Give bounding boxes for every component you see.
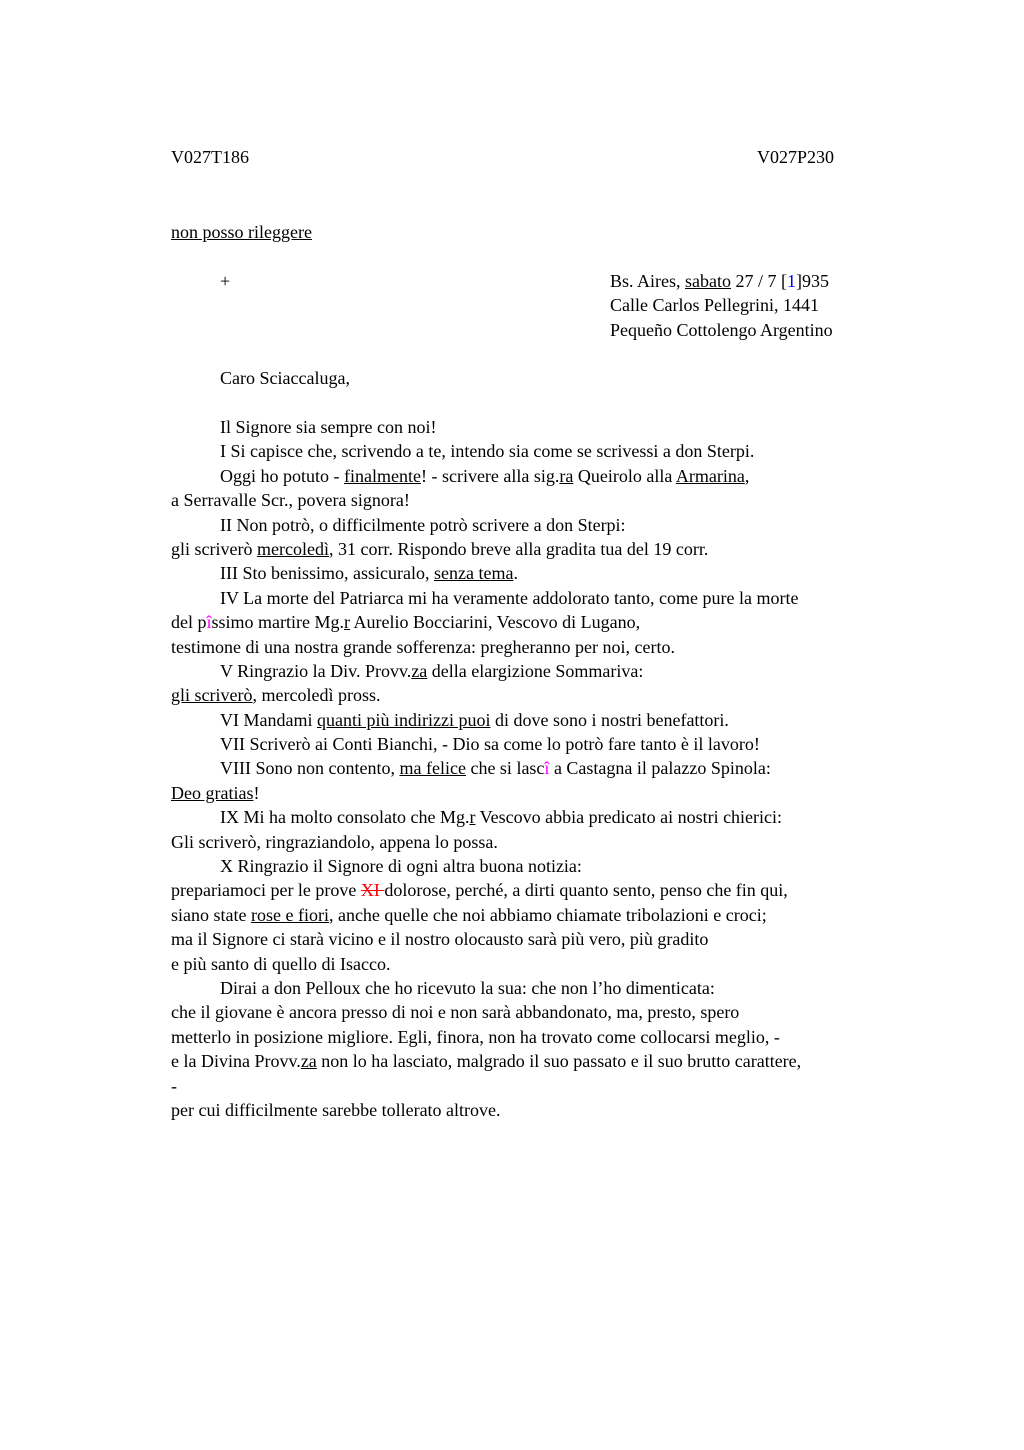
text-line: del pîssimo martire Mg.r Aurelio Bocciarini, Vescovo di Lugano, bbox=[171, 612, 641, 633]
text-line: che il giovane è ancora presso di noi e non sarà abbandonato, ma, presto, spero bbox=[171, 1002, 740, 1023]
text-line: per cui difficilmente sarebbe tollerato altrove. bbox=[171, 1099, 501, 1120]
text-line: IV La morte del Patriarca mi ha veramente addolorato tanto, come pure la morte bbox=[220, 587, 799, 608]
text-line: prepariamoci per le prove XI dolorose, perché, a dirti quanto sento, penso che fin qui, bbox=[171, 880, 788, 901]
deleted-text: XI bbox=[360, 880, 385, 901]
address-street: Calle Carlos Pellegrini, 1441 bbox=[610, 295, 819, 315]
text-line: VI Mandami quanti più indirizzi puoi di dove sono i nostri benefattori. bbox=[220, 709, 729, 730]
text-line: VII Scriverò ai Conti Bianchi, - Dio sa come lo potrò fare tanto è il lavoro! bbox=[220, 734, 760, 755]
text-line: II Non potrò, o difficilmente potrò scrivere a don Sterpi: bbox=[220, 514, 626, 535]
text-line: Deo gratias! bbox=[171, 782, 260, 803]
text-line: Dirai a don Pelloux che ho ricevuto la sua: che non l’ho dimenticata: bbox=[220, 977, 715, 998]
header-right-code: V027P230 bbox=[757, 147, 835, 167]
text-line: metterlo in posizione migliore. Egli, finora, non ha trovato come collocarsi meglio, - bbox=[171, 1026, 780, 1047]
text-line: III Sto benissimo, assicuralo, senza tema. bbox=[220, 563, 518, 584]
text-line: Gli scriverò, ringraziandolo, appena lo possa. bbox=[171, 831, 498, 852]
letter-body bbox=[171, 415, 911, 1122]
editor-insert: 1 bbox=[787, 271, 796, 291]
header-left-code: V027T186 bbox=[171, 147, 249, 167]
text-line: a Serravalle Scr., povera signora! bbox=[171, 490, 410, 511]
note-underlined: non posso rileggere bbox=[171, 222, 312, 242]
cross-mark: + bbox=[220, 271, 231, 291]
text-line: Oggi ho potuto - finalmente! - scrivere alla sig.ra Queirolo alla Armarina, bbox=[220, 465, 750, 486]
text-line: e più santo di quello di Isacco. bbox=[171, 953, 391, 974]
text-line: gli scriverò mercoledì, 31 corr. Rispondo breve alla gradita tua del 19 corr. bbox=[171, 538, 709, 559]
text-line: X Ringrazio il Signore di ogni altra buona notizia: bbox=[220, 856, 582, 877]
text-line: - bbox=[171, 1075, 177, 1096]
text-line: VIII Sono non contento, ma felice che si lascî a Castagna il palazzo Spinola: bbox=[220, 758, 771, 779]
text-line: Il Signore sia sempre con noi! bbox=[220, 417, 437, 437]
text-line: testimone di una nostra grande sofferenza: pregheranno per noi, certo. bbox=[171, 636, 675, 657]
text-line: I Si capisce che, scrivendo a te, intendo sia come se scrivessi a don Sterpi. bbox=[220, 441, 755, 462]
text-line: gli scriverò, mercoledì pross. bbox=[171, 685, 381, 706]
text-line: e la Divina Provv.za non lo ha lasciato, malgrado il suo passato e il suo brutto carattere, bbox=[171, 1051, 802, 1072]
salutation: Caro Sciaccaluga, bbox=[220, 368, 350, 388]
text-line: IX Mi ha molto consolato che Mg.r Vescovo abbia predicato ai nostri chierici: bbox=[220, 807, 783, 828]
text-line: siano state rose e fiori, anche quelle che noi abbiamo chiamate tribolazioni e croci; bbox=[171, 904, 767, 925]
day-underlined: sabato bbox=[685, 271, 731, 291]
text-line: ma il Signore ci starà vicino e il nostro olocausto sarà più vero, più gradito bbox=[171, 929, 709, 950]
text-line: V Ringrazio la Div. Provv.za della elargizione Sommariva: bbox=[220, 660, 644, 681]
address-institution: Pequeño Cottolengo Argentino bbox=[610, 320, 833, 340]
address-date-line: Bs. Aires, sabato 27 / 7 [1]935 bbox=[610, 271, 829, 291]
